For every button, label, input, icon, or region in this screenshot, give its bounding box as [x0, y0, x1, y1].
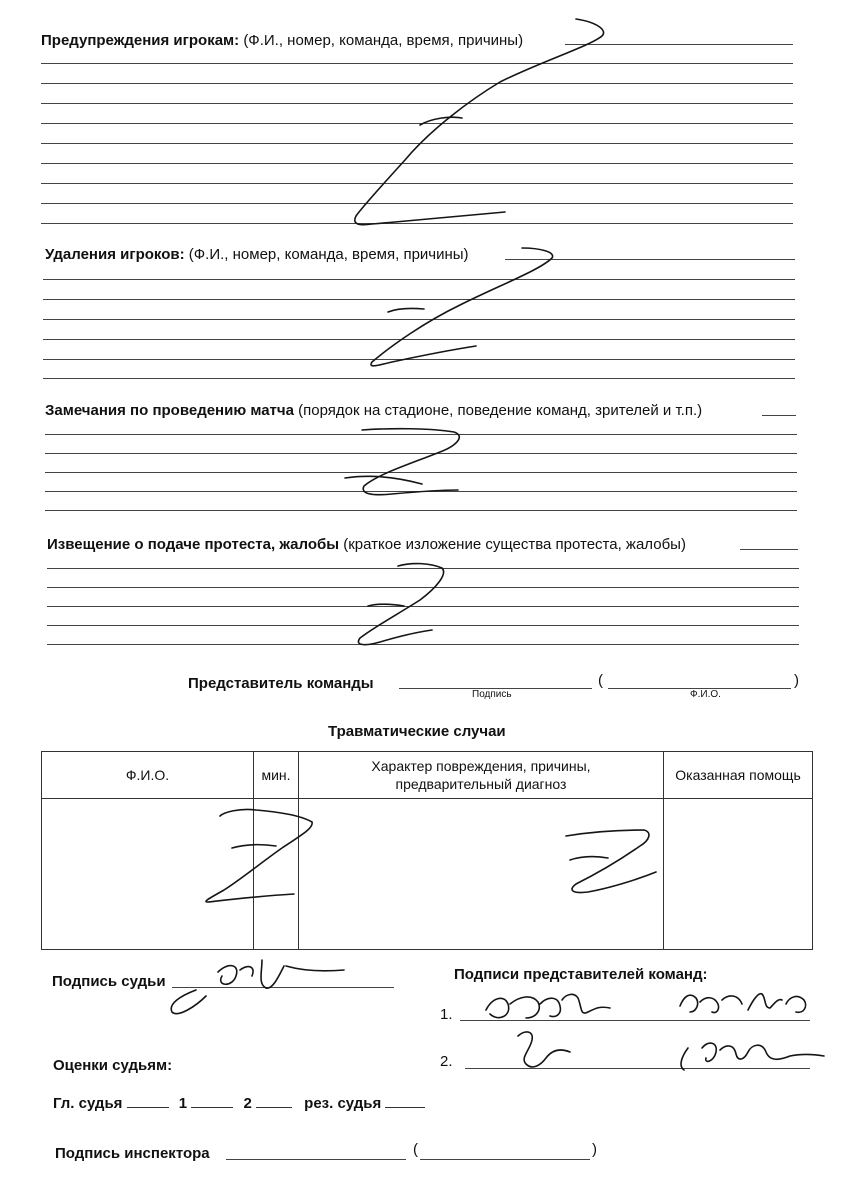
injury-minute-cell[interactable]: [254, 799, 299, 950]
dismissals-line[interactable]: [43, 319, 795, 320]
dismissals-title: Удаления игроков:: [45, 246, 185, 263]
protest-line[interactable]: [47, 587, 799, 588]
strike-z-protest: [358, 564, 443, 645]
remarks-line[interactable]: [45, 510, 797, 511]
strike-z-warnings: [355, 19, 604, 225]
warnings-line[interactable]: [41, 183, 793, 184]
warnings-line[interactable]: [41, 83, 793, 84]
remarks-line[interactable]: [45, 434, 797, 435]
assistant-2-grade-field[interactable]: [256, 1093, 292, 1108]
strike-z-remarks-bar: [345, 476, 422, 484]
warnings-title: Предупреждения игрокам:: [41, 32, 240, 49]
remarks-hint: (порядок на стадионе, поведение команд, зрителей и т.п.): [298, 402, 703, 419]
warnings-heading: [41, 32, 523, 49]
dismissals-line[interactable]: [43, 339, 795, 340]
injury-name-cell[interactable]: [42, 799, 254, 950]
representative-label: Представитель команды: [188, 675, 374, 692]
warnings-line[interactable]: [41, 103, 793, 104]
referee-signature-label: Подпись судьи: [52, 973, 166, 990]
remarks-line[interactable]: [45, 453, 797, 454]
injuries-header-row: [42, 752, 813, 799]
team-rep-signature-line[interactable]: [465, 1068, 810, 1069]
main-referee-grade-field[interactable]: [127, 1093, 169, 1108]
reserve-referee-label: рез. судья: [304, 1095, 382, 1112]
dismissals-line[interactable]: [43, 359, 795, 360]
warnings-line[interactable]: [41, 143, 793, 144]
assistant-1-label: 1: [178, 1095, 188, 1112]
representative-close-paren: ): [794, 672, 799, 689]
team-rep-2-signature-a: [518, 1032, 570, 1067]
column-header-minute: мин.: [254, 752, 299, 799]
dismissals-line[interactable]: [505, 259, 795, 260]
protest-heading: [47, 536, 686, 553]
warnings-hint: (Ф.И., номер, команда, время, причины): [243, 32, 524, 49]
team-rep-2-signature-b: [681, 1043, 824, 1070]
dismissals-line[interactable]: [43, 378, 795, 379]
warnings-line[interactable]: [41, 163, 793, 164]
protest-line[interactable]: [740, 549, 798, 550]
referee-grades-label: Оценки судьям:: [53, 1057, 173, 1074]
referee-grades-row: [53, 1093, 425, 1112]
reserve-referee-grade-field[interactable]: [385, 1093, 425, 1108]
injury-description-cell[interactable]: [299, 799, 664, 950]
protest-line[interactable]: [47, 568, 799, 569]
injury-assistance-cell[interactable]: [664, 799, 813, 950]
protest-line[interactable]: [47, 606, 799, 607]
column-header-name: Ф.И.О.: [42, 752, 254, 799]
injuries-title: Травматические случаи: [328, 723, 506, 740]
warnings-line[interactable]: [41, 63, 793, 64]
protest-hint: (краткое изложение существа протеста, жалобы): [343, 536, 686, 553]
inspector-signature-label: Подпись инспектора: [55, 1145, 210, 1162]
representative-name-caption: Ф.И.О.: [690, 689, 721, 700]
main-referee-label: Гл. судья: [53, 1095, 123, 1112]
warnings-line[interactable]: [41, 123, 793, 124]
remarks-line[interactable]: [45, 491, 797, 492]
assistant-2-label: 2: [243, 1095, 252, 1112]
injuries-empty-row: [42, 799, 813, 950]
injuries-table: [41, 751, 813, 950]
referee-signature-line[interactable]: [172, 987, 394, 988]
dismissals-hint: (Ф.И., номер, команда, время, причины): [188, 246, 469, 263]
team-rep-signature-line[interactable]: [460, 1020, 810, 1021]
team-rep-1-signature-b: [680, 994, 806, 1013]
team-rep-number-1: 1.: [440, 1006, 453, 1023]
inspector-close-paren: ): [592, 1141, 597, 1158]
column-header-assistance: Оказанная помощь: [664, 752, 813, 799]
dismissals-line[interactable]: [43, 279, 795, 280]
team-rep-number-2: 2.: [440, 1053, 453, 1070]
remarks-title: Замечания по проведению матча: [45, 402, 294, 419]
inspector-signature-line[interactable]: [226, 1159, 406, 1160]
warnings-line[interactable]: [41, 223, 793, 224]
assistant-1-grade-field[interactable]: [191, 1093, 233, 1108]
remarks-line[interactable]: [762, 415, 796, 416]
strike-z-dismissals: [371, 248, 553, 366]
representative-open-paren: (: [598, 672, 603, 689]
protest-line[interactable]: [47, 625, 799, 626]
team-reps-label: Подписи представителей команд:: [454, 966, 708, 983]
representative-signature-caption: Подпись: [472, 689, 512, 700]
strike-z-remarks: [362, 429, 459, 495]
dismissals-heading: [45, 246, 469, 263]
remarks-heading: [45, 402, 702, 419]
protest-title: Извещение о подаче протеста, жалобы: [47, 536, 340, 553]
strike-z-dismissals-bar: [388, 308, 424, 312]
team-rep-1-signature-a: [486, 994, 610, 1018]
inspector-name-line[interactable]: [420, 1159, 590, 1160]
warnings-line[interactable]: [565, 44, 793, 45]
protest-line[interactable]: [47, 644, 799, 645]
remarks-line[interactable]: [45, 472, 797, 473]
inspector-open-paren: (: [413, 1141, 418, 1158]
column-header-injury: Характер повреждения, причины, предварительный диагноз: [299, 752, 664, 799]
dismissals-line[interactable]: [43, 299, 795, 300]
warnings-line[interactable]: [41, 203, 793, 204]
